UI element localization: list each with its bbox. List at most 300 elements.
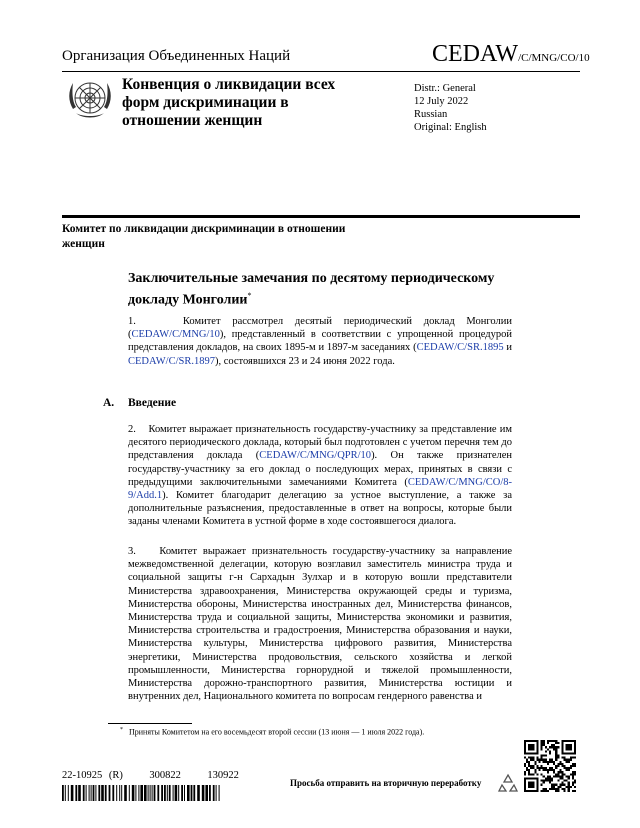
qr-module xyxy=(547,740,549,742)
qr-module xyxy=(559,777,561,779)
barcode-bar xyxy=(105,785,107,801)
qr-module xyxy=(545,746,547,748)
qr-module xyxy=(561,784,563,786)
qr-module xyxy=(572,763,574,765)
qr-module xyxy=(547,771,549,773)
qr-module xyxy=(541,757,543,759)
qr-module xyxy=(524,771,526,773)
section-title: Введение xyxy=(128,397,177,409)
qr-module xyxy=(549,788,551,790)
qr-module xyxy=(564,780,566,782)
barcode-bar xyxy=(164,785,166,801)
paragraph-number: 3. xyxy=(128,546,136,557)
qr-module xyxy=(543,761,545,763)
qr-module xyxy=(543,780,545,782)
qr-module xyxy=(568,786,570,788)
qr-module xyxy=(564,757,566,759)
qr-module xyxy=(543,740,545,742)
footnote xyxy=(120,727,424,737)
paragraph-text: ), состоявшихся 23 и 24 июня 2022 года. xyxy=(214,355,395,367)
qr-module xyxy=(557,786,559,788)
barcode-bar xyxy=(93,785,95,801)
qr-module xyxy=(524,757,526,759)
qr-module xyxy=(553,746,555,748)
qr-module xyxy=(553,788,555,790)
qr-module xyxy=(541,742,543,744)
barcode-bar xyxy=(181,785,183,801)
qr-module xyxy=(549,750,551,752)
barcode-bar xyxy=(68,785,69,801)
paragraph-text: Комитет выражает признательность государству-участнику за представление им десятого периодического доклада, который был подготовлен с учетом перечня тем до представления доклада ( xyxy=(128,424,513,462)
qr-module xyxy=(539,761,541,763)
qr-module xyxy=(545,755,547,757)
qr-module xyxy=(561,782,563,784)
recycle-notice: Просьба отправить на вторичную переработку xyxy=(290,778,482,788)
qr-module xyxy=(561,788,563,790)
document-symbol xyxy=(432,41,590,68)
qr-module xyxy=(551,746,553,748)
qr-module xyxy=(524,752,539,754)
qr-module xyxy=(530,773,532,775)
qr-module xyxy=(561,773,563,775)
qr-module xyxy=(572,757,574,759)
qr-module xyxy=(551,740,553,742)
qr-module xyxy=(572,771,574,773)
qr-module xyxy=(528,757,530,759)
qr-module xyxy=(561,765,563,767)
qr-module xyxy=(574,763,576,765)
qr-module xyxy=(557,765,559,767)
qr-module xyxy=(545,759,547,761)
qr-module xyxy=(524,765,526,767)
barcode-bar xyxy=(75,785,77,801)
barcode-bar xyxy=(109,785,111,801)
paragraph-text: ), представленный в соответствии с упрощенной процедурой представления докладов, на своих 1895-м и 1897-м заседаниях ( xyxy=(128,329,512,354)
qr-module xyxy=(574,786,576,788)
qr-module xyxy=(539,759,541,761)
qr-module xyxy=(566,780,568,782)
qr-module xyxy=(547,790,549,792)
qr-module xyxy=(551,759,553,761)
qr-module xyxy=(555,790,557,792)
qr-module xyxy=(574,740,576,755)
qr-module xyxy=(553,748,555,750)
qr-module xyxy=(561,752,576,754)
qr-module xyxy=(547,780,549,782)
qr-module xyxy=(566,761,568,763)
qr-module xyxy=(557,780,559,782)
qr-module xyxy=(551,761,553,763)
qr-module xyxy=(528,769,530,771)
paragraph-number: 1. xyxy=(128,316,136,327)
qr-module xyxy=(549,775,551,777)
qr-module xyxy=(574,773,576,775)
qr-module xyxy=(564,784,566,786)
qr-module xyxy=(524,773,526,775)
qr-module xyxy=(553,784,555,786)
barcode-bar xyxy=(175,785,178,801)
document-link[interactable]: CEDAW/C/MNG/CO/8-9/Add.1 xyxy=(128,476,512,502)
qr-module xyxy=(543,788,545,790)
qr-module xyxy=(532,767,534,769)
barcode-bar xyxy=(178,785,179,801)
qr-module xyxy=(528,773,530,775)
document-title xyxy=(128,270,508,309)
barcode-bar xyxy=(91,785,92,801)
qr-module xyxy=(539,767,541,769)
qr-module xyxy=(526,761,528,763)
paragraph-3 xyxy=(128,545,512,703)
language-line: Russian xyxy=(414,109,448,120)
paragraph-text: ). Комитет благодарит делегацию за устное выступление, а также за дополнительные разъяснения, предоставленные в ответ на вопросы, которые были заданы членами Комитета в устной форме в ходе состоявшегося диалога. xyxy=(128,490,512,528)
qr-module xyxy=(572,782,574,784)
barcode-bar xyxy=(83,785,85,801)
qr-module xyxy=(559,769,561,771)
paragraph-text: Комитет выражает признательность государству-участнику за направление межведомственной делегации, которую возглавил заместитель министра труда и социальной защиты г-н Сархадын Зулхар и в которую вошли представители Министерства здравоохранения, Министерства окружающей среды и туризма, Министерства обороны, Министерства иностранных дел, Министерства финансов, Министерства труда и социальной защиты, Министерства экономики и развития, Министерства строительства и градостроения, Министерства образования и науки, Министерства культуры, Министерства цифрового развития, Министерства энергетики, Министерства продовольствия, сельского хозяйства и легкой промышленности, Министерства горнорудной и тяжелой промышленности, Министерства дорожно-транспортного развития, Министерства юстиции и внутренних дел, Национального комитета по вопросам гендерного равенства и xyxy=(128,546,513,703)
barcode-bar xyxy=(124,785,127,801)
qr-module xyxy=(570,759,572,761)
barcode-bar xyxy=(161,785,163,801)
qr-module xyxy=(568,759,570,761)
barcode-bar xyxy=(202,785,205,801)
qr-module xyxy=(549,769,551,771)
qr-module xyxy=(543,759,545,761)
qr-module xyxy=(566,767,568,769)
qr-module xyxy=(555,788,557,790)
barcode-bar xyxy=(98,785,100,801)
qr-module xyxy=(532,773,534,775)
barcode-bar xyxy=(205,785,208,801)
qr-module xyxy=(524,777,539,779)
qr-module xyxy=(564,767,566,769)
qr-module xyxy=(549,780,551,782)
qr-module xyxy=(530,759,532,761)
barcode-bar xyxy=(138,785,139,801)
qr-module xyxy=(547,742,549,744)
qr-module xyxy=(541,740,543,742)
qr-module xyxy=(559,761,561,763)
paragraph-text: ). Он также признателен государству-участнику за его доклад о последующих мерах, принятых в связи с предыдущими заключительными замечаниями Комитета ( xyxy=(128,450,513,488)
qr-module xyxy=(568,775,570,777)
qr-module xyxy=(570,765,572,767)
qr-module xyxy=(536,759,538,761)
qr-module xyxy=(549,746,551,748)
document-link[interactable]: CEDAW/C/SR.1895 xyxy=(416,342,504,354)
barcode-bar xyxy=(148,785,149,801)
qr-module xyxy=(557,790,559,792)
organization-name: Организация Объединенных Наций xyxy=(62,48,291,64)
qr-module xyxy=(534,763,536,765)
qr-module xyxy=(568,767,570,769)
qr-module xyxy=(532,765,534,767)
qr-module xyxy=(561,740,576,742)
qr-module xyxy=(549,767,551,769)
qr-module xyxy=(526,769,528,771)
qr-module xyxy=(574,780,576,782)
qr-module xyxy=(566,786,568,788)
qr-module xyxy=(553,763,555,765)
qr-module xyxy=(559,771,561,773)
qr-module xyxy=(570,773,572,775)
barcode-bar xyxy=(132,785,135,801)
qr-module xyxy=(539,769,541,771)
qr-module xyxy=(528,744,534,750)
qr-module xyxy=(566,744,572,750)
qr-module xyxy=(557,763,559,765)
paragraph-2 xyxy=(128,423,512,529)
qr-module xyxy=(551,744,553,746)
footnote-marker: * xyxy=(120,727,123,733)
qr-module xyxy=(559,786,561,788)
qr-module xyxy=(547,761,549,763)
qr-module xyxy=(555,767,557,769)
qr-module xyxy=(564,765,566,767)
qr-module xyxy=(574,771,576,773)
barcode-bar xyxy=(152,785,153,801)
qr-module xyxy=(553,771,555,773)
qr-module xyxy=(572,775,574,777)
qr-module xyxy=(568,784,570,786)
qr-module xyxy=(574,782,576,784)
qr-module xyxy=(557,775,559,777)
barcode-bar xyxy=(71,785,74,801)
qr-module xyxy=(553,786,555,788)
qr-module xyxy=(530,765,532,767)
qr-module xyxy=(528,765,530,767)
qr-module xyxy=(541,767,543,769)
qr-module xyxy=(568,788,570,790)
qr-module xyxy=(568,769,570,771)
qr-module xyxy=(553,761,555,763)
qr-module xyxy=(566,775,568,777)
barcode-bar xyxy=(169,785,171,801)
qr-module xyxy=(557,746,559,748)
barcode-icon xyxy=(62,785,222,801)
barcode-bar xyxy=(95,785,96,801)
qr-module xyxy=(536,777,538,792)
job-number: 22-10925 (R) 300822 130922 xyxy=(62,770,239,781)
qr-module xyxy=(547,769,549,771)
qr-module xyxy=(543,755,545,757)
qr-module xyxy=(551,786,553,788)
qr-module xyxy=(553,769,555,771)
qr-module xyxy=(524,740,539,742)
qr-module xyxy=(549,759,551,761)
qr-module xyxy=(545,767,547,769)
qr-module xyxy=(536,757,538,759)
qr-module xyxy=(570,757,572,759)
qr-module xyxy=(555,765,557,767)
qr-module xyxy=(545,788,547,790)
barcode-bar xyxy=(65,785,66,801)
barcode-bar xyxy=(191,785,193,801)
qr-module xyxy=(541,755,543,757)
qr-module xyxy=(555,740,557,742)
barcode-bar xyxy=(129,785,130,801)
qr-module xyxy=(574,757,576,759)
qr-module xyxy=(524,763,526,765)
barcode-bar xyxy=(89,785,90,801)
recycle-icon xyxy=(497,772,519,794)
qr-module xyxy=(555,748,557,750)
qr-module xyxy=(572,773,574,775)
qr-module xyxy=(568,777,570,779)
qr-module xyxy=(545,761,547,763)
qr-module xyxy=(536,773,538,775)
barcode-bar xyxy=(157,785,159,801)
qr-module xyxy=(547,777,549,779)
qr-module xyxy=(528,782,534,788)
document-link[interactable]: CEDAW/C/SR.1897 xyxy=(128,355,215,367)
qr-module xyxy=(541,790,543,792)
qr-module xyxy=(524,790,539,792)
barcode-bar xyxy=(173,785,174,801)
qr-module xyxy=(561,763,563,765)
qr-module xyxy=(530,767,532,769)
qr-module xyxy=(553,775,555,777)
qr-module xyxy=(555,775,557,777)
barcode-bar xyxy=(101,785,104,801)
qr-module xyxy=(545,777,547,779)
qr-module xyxy=(555,755,557,757)
footnote-rule xyxy=(108,723,192,724)
distr-line: Distr.: General xyxy=(414,83,476,94)
qr-module xyxy=(530,757,532,759)
barcode-bar xyxy=(112,785,114,801)
symbol-main: CEDAW xyxy=(432,41,519,67)
qr-module xyxy=(536,767,538,769)
qr-module xyxy=(541,765,543,767)
qr-module xyxy=(541,748,543,750)
qr-module xyxy=(551,788,553,790)
qr-module xyxy=(564,759,566,761)
qr-module xyxy=(557,757,559,759)
qr-module xyxy=(555,750,557,752)
barcode-bar xyxy=(135,785,136,801)
qr-module xyxy=(541,746,543,748)
un-emblem-icon xyxy=(64,73,116,125)
title-footnote-marker: * xyxy=(247,291,252,300)
qr-module xyxy=(551,780,553,782)
qr-module xyxy=(568,790,570,792)
original-line: Original: English xyxy=(414,122,487,133)
barcode-bar xyxy=(213,785,215,801)
barcode-bar xyxy=(167,785,168,801)
qr-module xyxy=(555,752,557,754)
qr-module xyxy=(572,784,574,786)
qr-module xyxy=(541,784,543,786)
qr-module xyxy=(574,765,576,767)
qr-module xyxy=(559,775,561,777)
qr-module xyxy=(536,765,538,767)
qr-module xyxy=(543,769,545,771)
qr-module xyxy=(564,773,566,775)
qr-module xyxy=(574,790,576,792)
barcode-bar xyxy=(119,785,120,801)
qr-module xyxy=(557,742,559,744)
qr-module xyxy=(526,759,528,761)
qr-module xyxy=(526,767,528,769)
barcode-bar xyxy=(150,785,151,801)
qr-module xyxy=(549,740,551,742)
qr-module xyxy=(536,740,538,755)
qr-module xyxy=(572,790,574,792)
section-rule xyxy=(62,215,580,218)
barcode-bar xyxy=(219,785,220,801)
qr-module xyxy=(534,771,536,773)
qr-module xyxy=(545,750,547,752)
qr-module xyxy=(572,777,574,779)
document-link[interactable]: CEDAW/C/MNG/QPR/10 xyxy=(259,450,372,462)
qr-module xyxy=(543,742,545,744)
qr-module xyxy=(555,784,557,786)
barcode-bar xyxy=(116,785,117,801)
qr-module xyxy=(528,771,530,773)
qr-module xyxy=(547,748,549,750)
qr-module xyxy=(541,744,543,746)
qr-module xyxy=(566,759,568,761)
header-rule xyxy=(62,71,580,72)
qr-module xyxy=(545,790,547,792)
qr-module xyxy=(564,790,566,792)
qr-module xyxy=(543,744,545,746)
title-text: Заключительные замечания по десятому периодическому докладу Монголии xyxy=(128,271,495,308)
qr-module xyxy=(524,740,526,755)
qr-module xyxy=(541,759,543,761)
barcode-bar xyxy=(62,785,64,801)
convention-title: Конвенция о ликвидации всех форм дискриминации в отношении женщин xyxy=(122,76,336,129)
barcode-bar xyxy=(197,785,200,801)
barcode-bar xyxy=(184,785,185,801)
qr-module xyxy=(557,771,559,773)
qr-module xyxy=(566,769,568,771)
barcode-bar xyxy=(209,785,211,801)
qr-module xyxy=(553,744,555,746)
section-heading xyxy=(103,397,176,409)
qr-module xyxy=(559,784,561,786)
barcode-bar xyxy=(144,785,147,801)
qr-module xyxy=(559,763,561,765)
barcode-bar xyxy=(193,785,195,801)
qr-module xyxy=(553,740,555,742)
qr-module xyxy=(564,788,566,790)
qr-module xyxy=(534,761,536,763)
qr-module xyxy=(549,782,551,784)
qr-code-icon xyxy=(524,740,576,792)
document-link[interactable]: CEDAW/C/MNG/10 xyxy=(131,329,220,341)
barcode-bar xyxy=(86,785,87,801)
paragraph-text: Комитет рассмотрел десятый периодический доклад Монголии ( xyxy=(128,316,513,341)
qr-module xyxy=(528,761,530,763)
committee-name: Комитет по ликвидации дискриминации в отношении женщин xyxy=(62,223,346,250)
qr-module xyxy=(543,790,545,792)
qr-module xyxy=(551,769,553,771)
qr-module xyxy=(551,777,553,779)
qr-module xyxy=(547,763,549,765)
qr-module xyxy=(557,773,559,775)
paragraph-1 xyxy=(128,315,512,368)
qr-module xyxy=(541,780,543,782)
qr-module xyxy=(561,775,563,777)
barcode-bar xyxy=(187,785,190,801)
qr-module xyxy=(543,782,545,784)
distribution-info xyxy=(414,82,487,134)
qr-module xyxy=(570,786,572,788)
qr-module xyxy=(549,777,551,779)
paragraph-text: и xyxy=(503,342,513,354)
qr-module xyxy=(532,757,534,759)
qr-module xyxy=(555,773,557,775)
